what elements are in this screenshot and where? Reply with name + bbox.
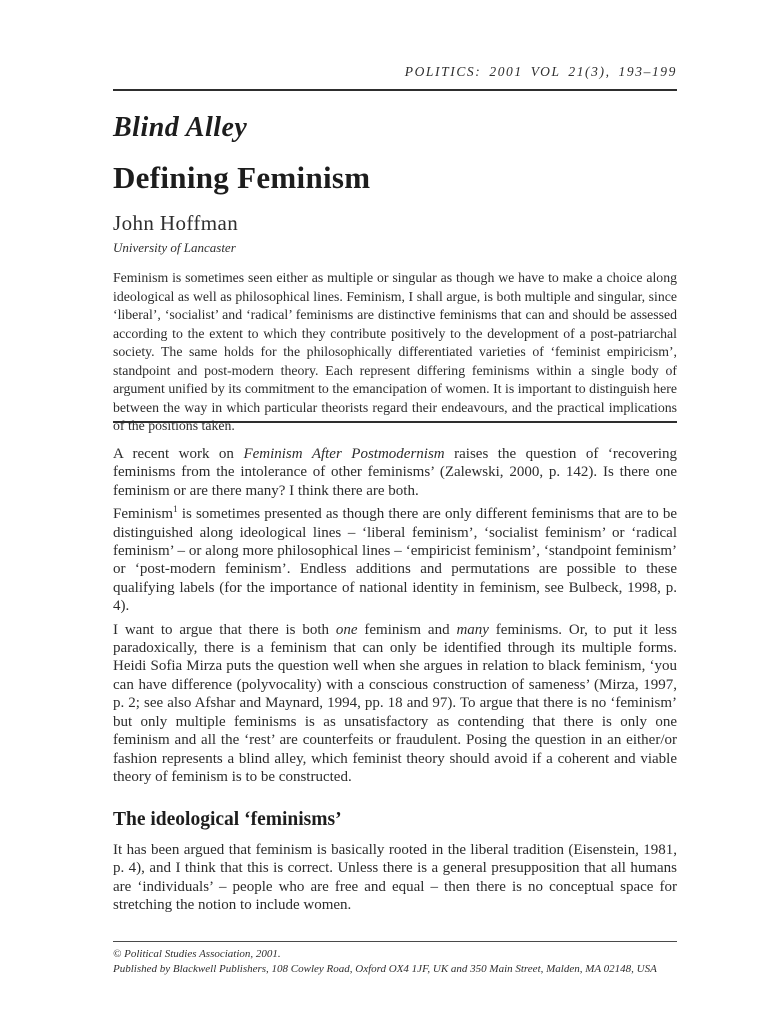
article-body <box>113 445 677 919</box>
body-paragraph: It has been argued that feminism is basically rooted in the liberal tradition (Eisenstein, 1981, p. 4), and I think that this is correct. Unless there is a general presupposition that all humans are ‘individuals’ – people who are free and equal – then there is no conceptual space for stretching the notion to include women. <box>113 841 677 913</box>
series-title: Blind Alley <box>113 112 248 143</box>
journal-header: POLITICS: 2001 VOL 21(3), 193–199 <box>404 64 677 79</box>
publisher-line: Published by Blackwell Publishers, 108 Cowley Road, Oxford OX4 1JF, UK and 350 Main Street, Malden, MA 02148, USA <box>113 963 657 975</box>
body-paragraph: I want to argue that there is both one feminism and many feminisms. Or, to put it less paradoxically, there is a feminism that can only be identified through its multiple forms. Heidi Sofia Mirza puts the question well when she argues in relation to black feminism, ‘you can have difference (polyvocality) with a conscious construction of sameness’ (Mirza, 1997, p. 2; see also Afshar and Maynard, 1994, pp. 18 and 97). To argue that there is no ‘feminism’ but only multiple feminisms is as unsatisfactory as contending that there is only one feminism and all the ‘rest’ are counterfeits or fraudulent. Posing the question in an either/or fashion represents a blind alley, which feminist theory should avoid if a coherent and viable theory of feminism is to be constructed. <box>113 621 677 785</box>
abstract-divider <box>113 421 677 423</box>
abstract-text: Feminism is sometimes seen either as multiple or singular as though we have to make a choice along ideological as well as philosophical lines. Feminism, I shall argue, is both multiple and singular, since ‘liberal’, ‘socialist’ and ‘radical’ feminisms are distinctive feminisms that can and should be assessed according to the extent to which they contribute positively to the development of a post-patriarchal society. The same holds for the philosophically differentiated varieties of ‘feminist empiricism’, standpoint and post-modern theory. Each represent differing feminisms within a single body of argument unified by its commitment to the emancipation of women. It is important to distinguish here between the way in which particular theorists regard their endeavours, and the practical implications of the positions taken. <box>113 270 677 433</box>
copyright-line: © Political Studies Association, 2001. <box>113 948 281 960</box>
footer-divider <box>113 941 677 942</box>
author-affiliation: University of Lancaster <box>113 240 236 255</box>
intro-paragraphs <box>113 445 677 786</box>
body-paragraph: Feminism$^1$ is sometimes presented as though there are only different feminisms that are to be distinguished along ideological lines – ‘liberal feminism’, ‘socialist feminism’ or ‘radical feminism’ – or along more philosophical lines – ‘empiricist feminism’, ‘standpoint feminism’ or ‘post-modern feminism’. Endless additions and permutations are possible to these qualifying labels (for the importance of national identity in feminism, see Bulbeck, 1998, p. 4). <box>113 505 677 615</box>
section-paragraphs <box>113 841 677 915</box>
page-footer <box>113 947 677 977</box>
article-title: Defining Feminism <box>113 160 371 195</box>
author-name: John Hoffman <box>113 211 239 235</box>
section-heading: The ideological ‘feminisms’ <box>113 809 342 831</box>
header-rule <box>113 89 677 91</box>
body-paragraph: A recent work on Feminism After Postmodernism raises the question of ‘recovering feminisms from the intolerance of other feminisms’ (Zalewski, 2000, p. 142). Is there one feminism or are there many? I think there are both. <box>113 446 678 499</box>
